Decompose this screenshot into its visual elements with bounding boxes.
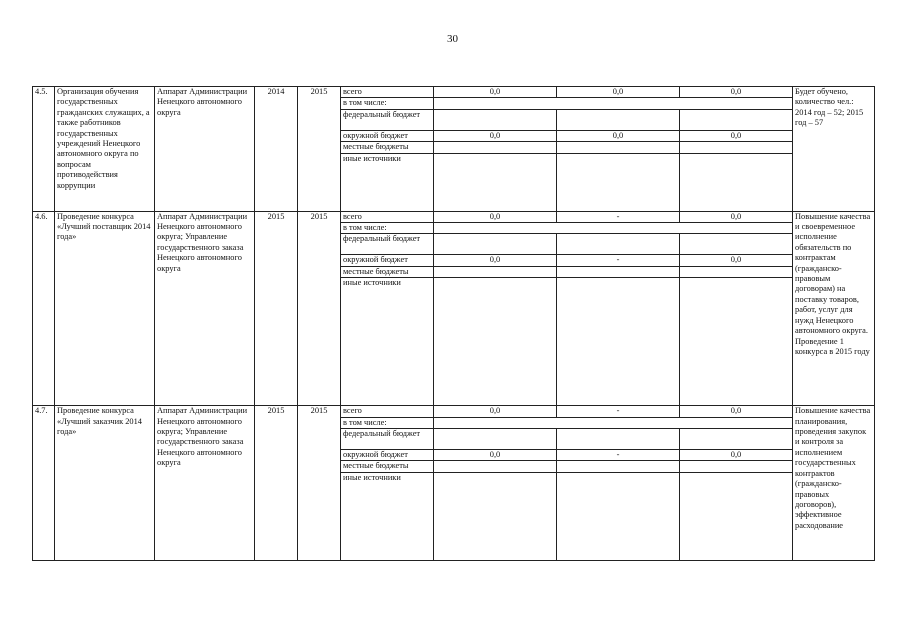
source-total-label: всего	[341, 87, 434, 98]
okrug-value-2: -	[557, 255, 680, 266]
source-incl-label: в том числе:	[341, 417, 434, 428]
okrug-value-3: 0,0	[680, 130, 793, 141]
source-local-label: местные бюджеты	[341, 266, 434, 277]
source-local-label: местные бюджеты	[341, 461, 434, 472]
activity-executor: Аппарат Администрации Ненецкого автономного округа; Управление государственного заказа Ненецкого автономного округа	[155, 211, 255, 406]
activity-number: 4.6.	[33, 211, 55, 406]
table-row	[33, 87, 875, 98]
source-total-label: всего	[341, 211, 434, 222]
source-okrug-label: окружной бюджет	[341, 255, 434, 266]
okrug-value-3: 0,0	[680, 255, 793, 266]
source-local-label: местные бюджеты	[341, 142, 434, 153]
source-incl-label: в том числе:	[341, 223, 434, 234]
activity-executor: Аппарат Администрации Ненецкого автономного округа; Управление государственного заказа Ненецкого автономного округа	[155, 406, 255, 561]
activity-result: Повышение качества планирования, проведения закупок и контроля за исполнением государственных контрактов (гражданско-правовых договоров), эффективное расходование	[793, 406, 875, 561]
table-row	[33, 406, 875, 417]
source-other-label: иные источники	[341, 278, 434, 406]
activity-name: Проведение конкурса «Лучший поставщик 2014 года»	[55, 211, 155, 406]
activity-number: 4.7.	[33, 406, 55, 561]
source-federal-label: федеральный бюджет	[341, 429, 434, 450]
end-year: 2015	[298, 406, 341, 561]
page-number: 30	[447, 33, 458, 45]
source-okrug-label: окружной бюджет	[341, 130, 434, 141]
total-value-1: 0,0	[434, 406, 557, 417]
program-activities-table	[32, 86, 875, 561]
source-okrug-label: окружной бюджет	[341, 450, 434, 461]
total-value-2: 0,0	[557, 87, 680, 98]
source-total-label: всего	[341, 406, 434, 417]
activity-name: Организация обучения государственных гражданских служащих, а также работников государственных учреждений Ненецкого автономного округа по вопросам противодействия коррупции	[55, 87, 155, 212]
total-value-1: 0,0	[434, 87, 557, 98]
total-value-3: 0,0	[680, 211, 793, 222]
source-incl-label: в том числе:	[341, 98, 434, 109]
okrug-value-1: 0,0	[434, 450, 557, 461]
activity-name: Проведение конкурса «Лучший заказчик 2014 года»	[55, 406, 155, 561]
source-federal-label: федеральный бюджет	[341, 234, 434, 255]
source-federal-label: федеральный бюджет	[341, 109, 434, 130]
total-value-3: 0,0	[680, 406, 793, 417]
end-year: 2015	[298, 211, 341, 406]
total-value-2: -	[557, 211, 680, 222]
total-value-3: 0,0	[680, 87, 793, 98]
okrug-value-2: -	[557, 450, 680, 461]
total-value-1: 0,0	[434, 211, 557, 222]
okrug-value-1: 0,0	[434, 255, 557, 266]
okrug-value-2: 0,0	[557, 130, 680, 141]
okrug-value-3: 0,0	[680, 450, 793, 461]
start-year: 2014	[255, 87, 298, 212]
okrug-value-1: 0,0	[434, 130, 557, 141]
start-year: 2015	[255, 406, 298, 561]
end-year: 2015	[298, 87, 341, 212]
activity-result: Повышение качества и своевременное исполнение обязательств по контрактам (гражданско-правовым договорам) на поставку товаров, работ, услуг для нужд Ненецкого автономного округа. Проведение 1 конкурса в 2015 году	[793, 211, 875, 406]
source-other-label: иные источники	[341, 472, 434, 560]
table-row	[33, 211, 875, 222]
activity-number: 4.5.	[33, 87, 55, 212]
activity-executor: Аппарат Администрации Ненецкого автономного округа	[155, 87, 255, 212]
source-other-label: иные источники	[341, 153, 434, 211]
activity-result: Будет обучено, количество чел.: 2014 год – 52; 2015 год – 57	[793, 87, 875, 212]
start-year: 2015	[255, 211, 298, 406]
total-value-2: -	[557, 406, 680, 417]
